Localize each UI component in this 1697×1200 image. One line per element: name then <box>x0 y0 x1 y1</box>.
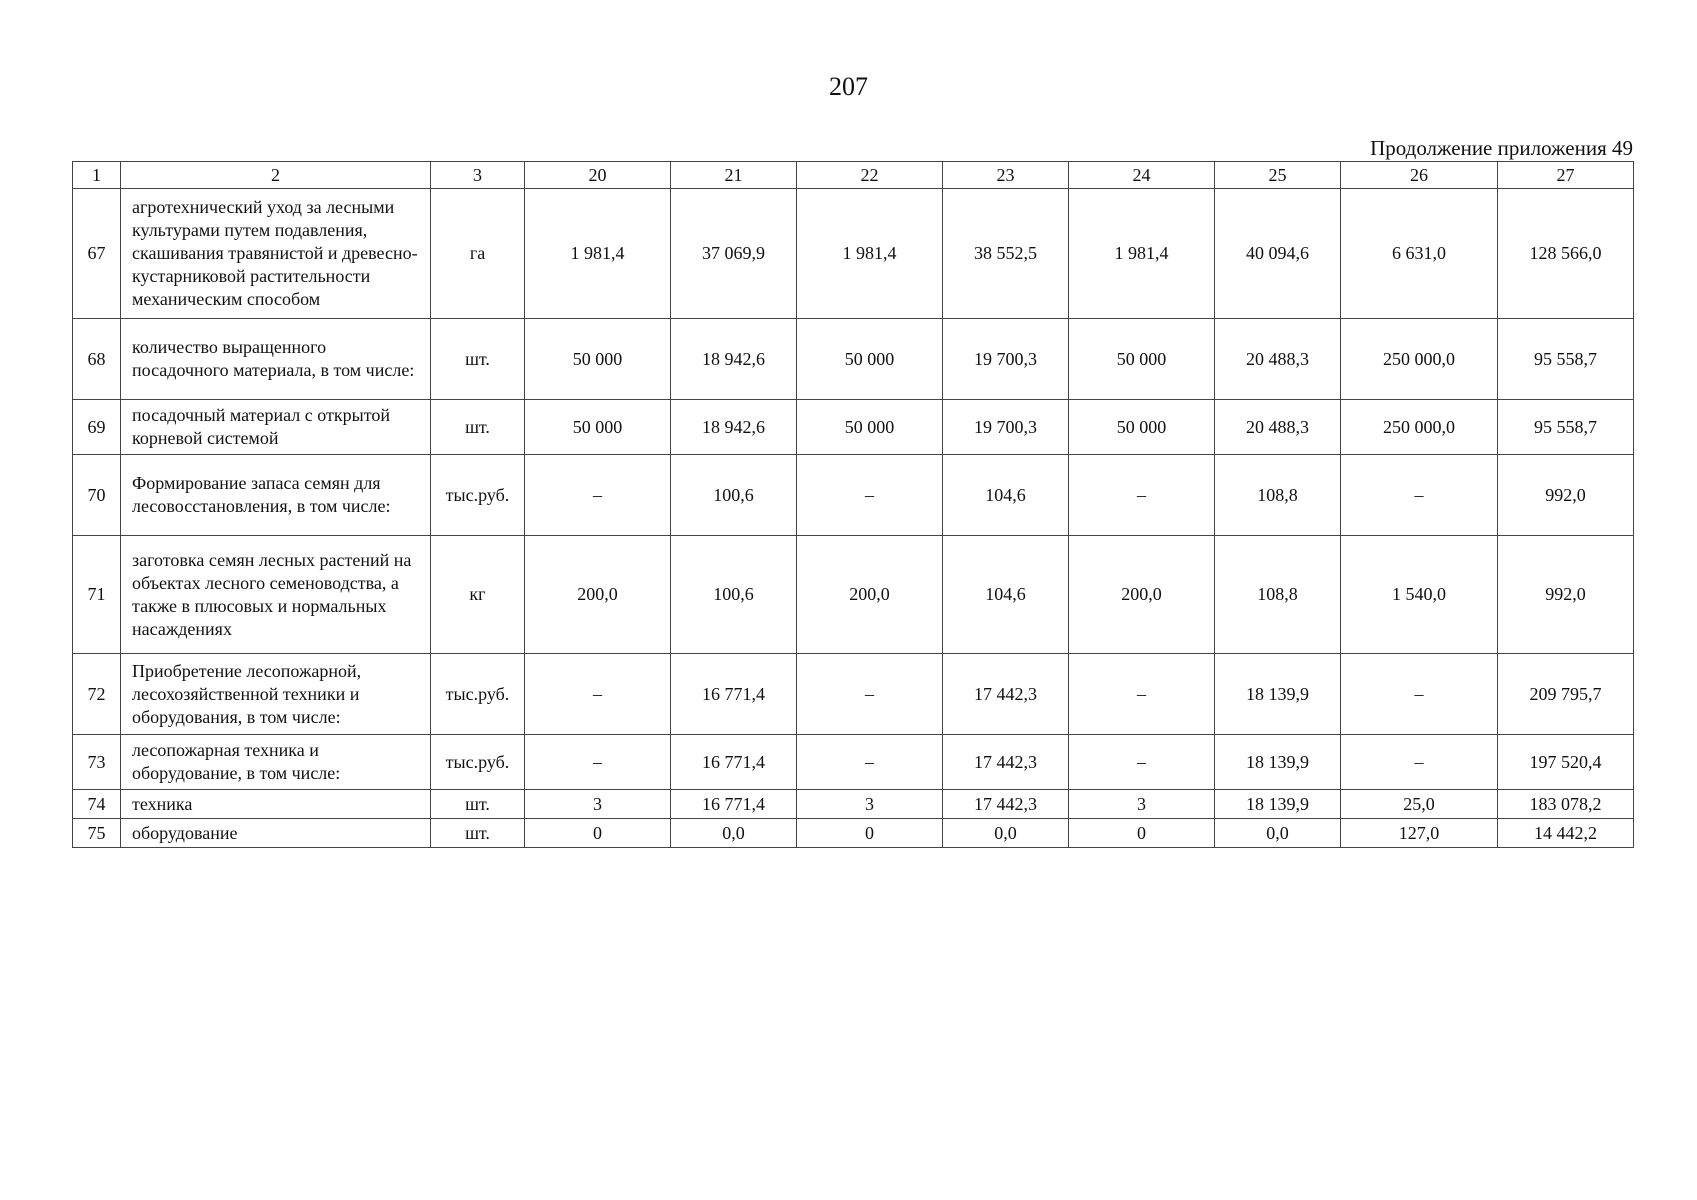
value-cell: – <box>525 455 671 536</box>
row-name: количество выращенного посадочного материала, в том числе: <box>121 319 431 400</box>
row-unit: шт. <box>431 819 525 848</box>
row-name: оборудование <box>121 819 431 848</box>
value-cell: 0,0 <box>943 819 1069 848</box>
row-number: 67 <box>73 189 121 319</box>
value-cell: – <box>797 455 943 536</box>
value-cell: 37 069,9 <box>671 189 797 319</box>
value-cell: 20 488,3 <box>1215 400 1341 455</box>
value-cell: 108,8 <box>1215 536 1341 654</box>
value-cell: 200,0 <box>525 536 671 654</box>
header-cell: 26 <box>1341 162 1498 189</box>
value-cell: 18 139,9 <box>1215 735 1341 790</box>
value-cell: 100,6 <box>671 455 797 536</box>
row-unit: кг <box>431 536 525 654</box>
row-number: 72 <box>73 654 121 735</box>
row-name: техника <box>121 790 431 819</box>
table-row <box>73 735 1634 790</box>
row-name: Приобретение лесопожарной, лесохозяйственной техники и оборудования, в том числе: <box>121 654 431 735</box>
row-number: 68 <box>73 319 121 400</box>
value-cell: 108,8 <box>1215 455 1341 536</box>
value-cell: 50 000 <box>797 319 943 400</box>
value-cell: 100,6 <box>671 536 797 654</box>
table-body <box>73 189 1634 848</box>
value-cell: 128 566,0 <box>1498 189 1634 319</box>
value-cell: – <box>525 654 671 735</box>
value-cell: – <box>525 735 671 790</box>
header-cell: 1 <box>73 162 121 189</box>
value-cell: 17 442,3 <box>943 790 1069 819</box>
table-row <box>73 189 1634 319</box>
value-cell: 50 000 <box>1069 400 1215 455</box>
value-cell: – <box>797 735 943 790</box>
table-row <box>73 319 1634 400</box>
row-number: 73 <box>73 735 121 790</box>
row-unit: шт. <box>431 790 525 819</box>
value-cell: 18 942,6 <box>671 400 797 455</box>
data-table <box>72 161 1634 848</box>
value-cell: 104,6 <box>943 536 1069 654</box>
value-cell: 0,0 <box>1215 819 1341 848</box>
value-cell: 18 139,9 <box>1215 654 1341 735</box>
value-cell: – <box>1341 455 1498 536</box>
row-name: лесопожарная техника и оборудование, в том числе: <box>121 735 431 790</box>
value-cell: – <box>1341 654 1498 735</box>
row-name: заготовка семян лесных растений на объектах лесного семеноводства, а также в плюсовых и нормальных насаждениях <box>121 536 431 654</box>
value-cell: 19 700,3 <box>943 400 1069 455</box>
row-name: агротехнический уход за лесными культурами путем подавления, скашивания травянистой и древесно-кустарниковой растительности механическим способом <box>121 189 431 319</box>
row-number: 74 <box>73 790 121 819</box>
value-cell: 95 558,7 <box>1498 400 1634 455</box>
row-unit: га <box>431 189 525 319</box>
header-cell: 24 <box>1069 162 1215 189</box>
value-cell: 16 771,4 <box>671 735 797 790</box>
value-cell: 104,6 <box>943 455 1069 536</box>
value-cell: 0 <box>525 819 671 848</box>
table-row <box>73 400 1634 455</box>
value-cell: 1 981,4 <box>1069 189 1215 319</box>
header-cell: 3 <box>431 162 525 189</box>
value-cell: 50 000 <box>525 400 671 455</box>
value-cell: 16 771,4 <box>671 654 797 735</box>
header-cell: 23 <box>943 162 1069 189</box>
value-cell: 95 558,7 <box>1498 319 1634 400</box>
value-cell: 0,0 <box>671 819 797 848</box>
row-number: 70 <box>73 455 121 536</box>
header-cell: 25 <box>1215 162 1341 189</box>
table-row <box>73 536 1634 654</box>
value-cell: – <box>1069 654 1215 735</box>
value-cell: 38 552,5 <box>943 189 1069 319</box>
header-cell: 27 <box>1498 162 1634 189</box>
value-cell: 25,0 <box>1341 790 1498 819</box>
table-row <box>73 654 1634 735</box>
header-row <box>73 162 1634 189</box>
table-header <box>73 162 1634 189</box>
value-cell: 3 <box>797 790 943 819</box>
row-number: 75 <box>73 819 121 848</box>
value-cell: 250 000,0 <box>1341 400 1498 455</box>
value-cell: – <box>1341 735 1498 790</box>
value-cell: 17 442,3 <box>943 735 1069 790</box>
value-cell: 183 078,2 <box>1498 790 1634 819</box>
value-cell: 250 000,0 <box>1341 319 1498 400</box>
value-cell: 18 139,9 <box>1215 790 1341 819</box>
value-cell: 1 981,4 <box>797 189 943 319</box>
row-number: 69 <box>73 400 121 455</box>
value-cell: – <box>1069 455 1215 536</box>
value-cell: – <box>1069 735 1215 790</box>
value-cell: 16 771,4 <box>671 790 797 819</box>
header-cell: 20 <box>525 162 671 189</box>
value-cell: 50 000 <box>797 400 943 455</box>
row-name: посадочный материал с открытой корневой системой <box>121 400 431 455</box>
value-cell: 17 442,3 <box>943 654 1069 735</box>
value-cell: 50 000 <box>1069 319 1215 400</box>
row-unit: тыс.руб. <box>431 654 525 735</box>
value-cell: 6 631,0 <box>1341 189 1498 319</box>
value-cell: – <box>797 654 943 735</box>
value-cell: 14 442,2 <box>1498 819 1634 848</box>
value-cell: 992,0 <box>1498 455 1634 536</box>
page-number: 207 <box>829 72 868 101</box>
value-cell: 0 <box>1069 819 1215 848</box>
value-cell: 19 700,3 <box>943 319 1069 400</box>
table-row <box>73 790 1634 819</box>
value-cell: 50 000 <box>525 319 671 400</box>
value-cell: 3 <box>1069 790 1215 819</box>
row-number: 71 <box>73 536 121 654</box>
header-cell: 2 <box>121 162 431 189</box>
table-row <box>73 455 1634 536</box>
value-cell: 1 981,4 <box>525 189 671 319</box>
value-cell: 20 488,3 <box>1215 319 1341 400</box>
value-cell: 40 094,6 <box>1215 189 1341 319</box>
value-cell: 127,0 <box>1341 819 1498 848</box>
value-cell: 1 540,0 <box>1341 536 1498 654</box>
value-cell: 992,0 <box>1498 536 1634 654</box>
appendix-note: Продолжение приложения 49 <box>1370 136 1633 160</box>
row-name: Формирование запаса семян для лесовосстановления, в том числе: <box>121 455 431 536</box>
row-unit: шт. <box>431 400 525 455</box>
value-cell: 3 <box>525 790 671 819</box>
row-unit: тыс.руб. <box>431 735 525 790</box>
table-row <box>73 819 1634 848</box>
value-cell: 200,0 <box>1069 536 1215 654</box>
header-cell: 21 <box>671 162 797 189</box>
value-cell: 209 795,7 <box>1498 654 1634 735</box>
row-unit: тыс.руб. <box>431 455 525 536</box>
value-cell: 200,0 <box>797 536 943 654</box>
header-cell: 22 <box>797 162 943 189</box>
value-cell: 18 942,6 <box>671 319 797 400</box>
value-cell: 0 <box>797 819 943 848</box>
value-cell: 197 520,4 <box>1498 735 1634 790</box>
row-unit: шт. <box>431 319 525 400</box>
